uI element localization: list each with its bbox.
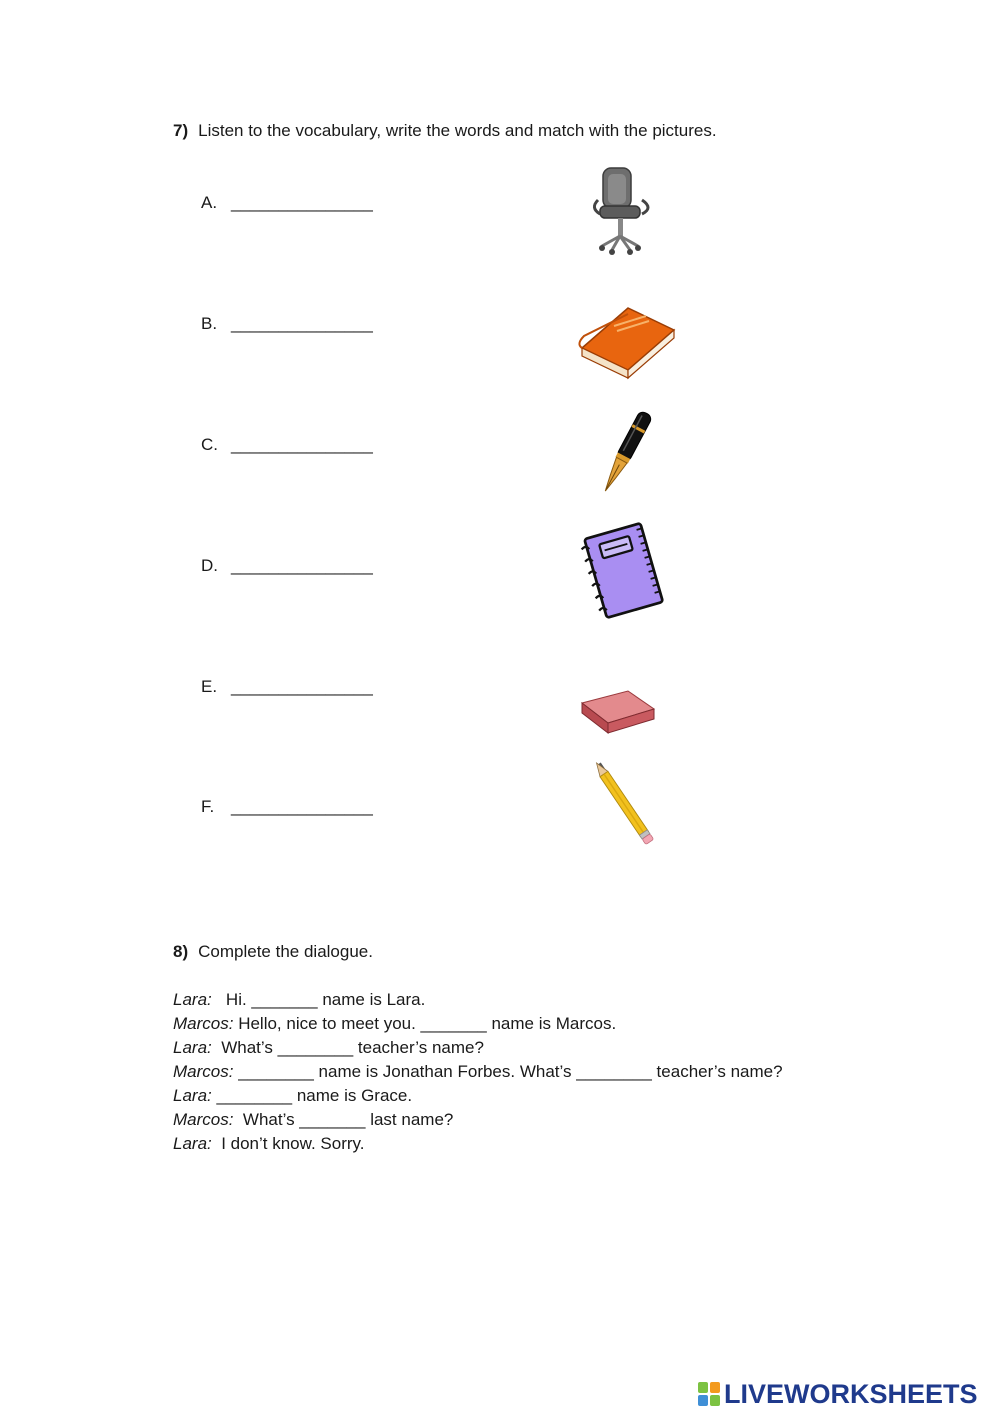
speaker-name: Lara: (173, 1134, 212, 1153)
dialogue-text[interactable]: ________ name is Jonathan Forbes. What’s ________ teacher’s name? (233, 1062, 783, 1081)
item-letter: A. (201, 193, 218, 212)
dialogue-line (173, 1132, 783, 1156)
dialogue-text: I don’t know. Sorry. (211, 1134, 365, 1153)
item-letter: B. (201, 314, 218, 333)
book-icon[interactable] (570, 286, 680, 386)
dialogue-line (173, 1108, 783, 1132)
speaker-name: Marcos: (173, 1110, 234, 1129)
vocab-item-a (201, 193, 373, 213)
vocab-item-b (201, 314, 373, 334)
question-7-title (173, 121, 717, 141)
speaker-name: Marcos: (173, 1062, 234, 1081)
question-number: 7) (173, 121, 189, 140)
dialogue-line (173, 1060, 783, 1084)
question-instruction: Complete the dialogue. (198, 942, 373, 961)
speaker-name: Marcos: (173, 1014, 234, 1033)
question-8-title (173, 942, 373, 962)
item-letter: D. (201, 556, 218, 575)
speaker-name: Lara: (173, 1086, 212, 1105)
answer-blank[interactable]: _______________ (231, 314, 373, 333)
dialogue-line (173, 1012, 783, 1036)
vocab-item-f (201, 797, 373, 817)
dialogue-text[interactable]: What’s ________ teacher’s name? (211, 1038, 484, 1057)
vocab-item-e (201, 677, 373, 697)
dialogue-text[interactable]: Hi. _______ name is Lara. (211, 990, 426, 1009)
liveworksheets-logo[interactable] (698, 1378, 978, 1410)
answer-blank[interactable]: _______________ (231, 193, 373, 212)
answer-blank[interactable]: _______________ (231, 556, 373, 575)
office-chair-icon[interactable] (570, 164, 680, 264)
speaker-name: Lara: (173, 1038, 212, 1057)
question-instruction: Listen to the vocabulary, write the words and match with the pictures. (198, 121, 717, 140)
item-letter: E. (201, 677, 218, 696)
answer-blank[interactable]: _______________ (231, 435, 373, 454)
answer-blank[interactable]: _______________ (231, 677, 373, 696)
vocab-item-c (201, 435, 373, 455)
dialogue (173, 988, 783, 1156)
dialogue-text[interactable]: ________ name is Grace. (211, 1086, 413, 1105)
item-letter: C. (201, 435, 218, 454)
dialogue-text[interactable]: Hello, nice to meet you. _______ name is Marcos. (233, 1014, 617, 1033)
dialogue-line (173, 1084, 783, 1108)
dialogue-line (173, 1036, 783, 1060)
logo-text: LIVEWORKSHEETS (724, 1378, 978, 1409)
pen-icon[interactable] (570, 404, 680, 504)
liveworksheets-mark-icon (698, 1382, 720, 1406)
dialogue-text[interactable]: What’s _______ last name? (233, 1110, 454, 1129)
answer-blank[interactable]: _______________ (231, 797, 373, 816)
dialogue-line (173, 988, 783, 1012)
item-letter: F. (201, 797, 215, 816)
speaker-name: Lara: (173, 990, 212, 1009)
pencil-icon[interactable] (570, 754, 680, 854)
vocab-item-d (201, 556, 373, 576)
eraser-icon[interactable] (570, 664, 680, 764)
notebook-icon[interactable] (570, 522, 680, 622)
question-number: 8) (173, 942, 189, 961)
